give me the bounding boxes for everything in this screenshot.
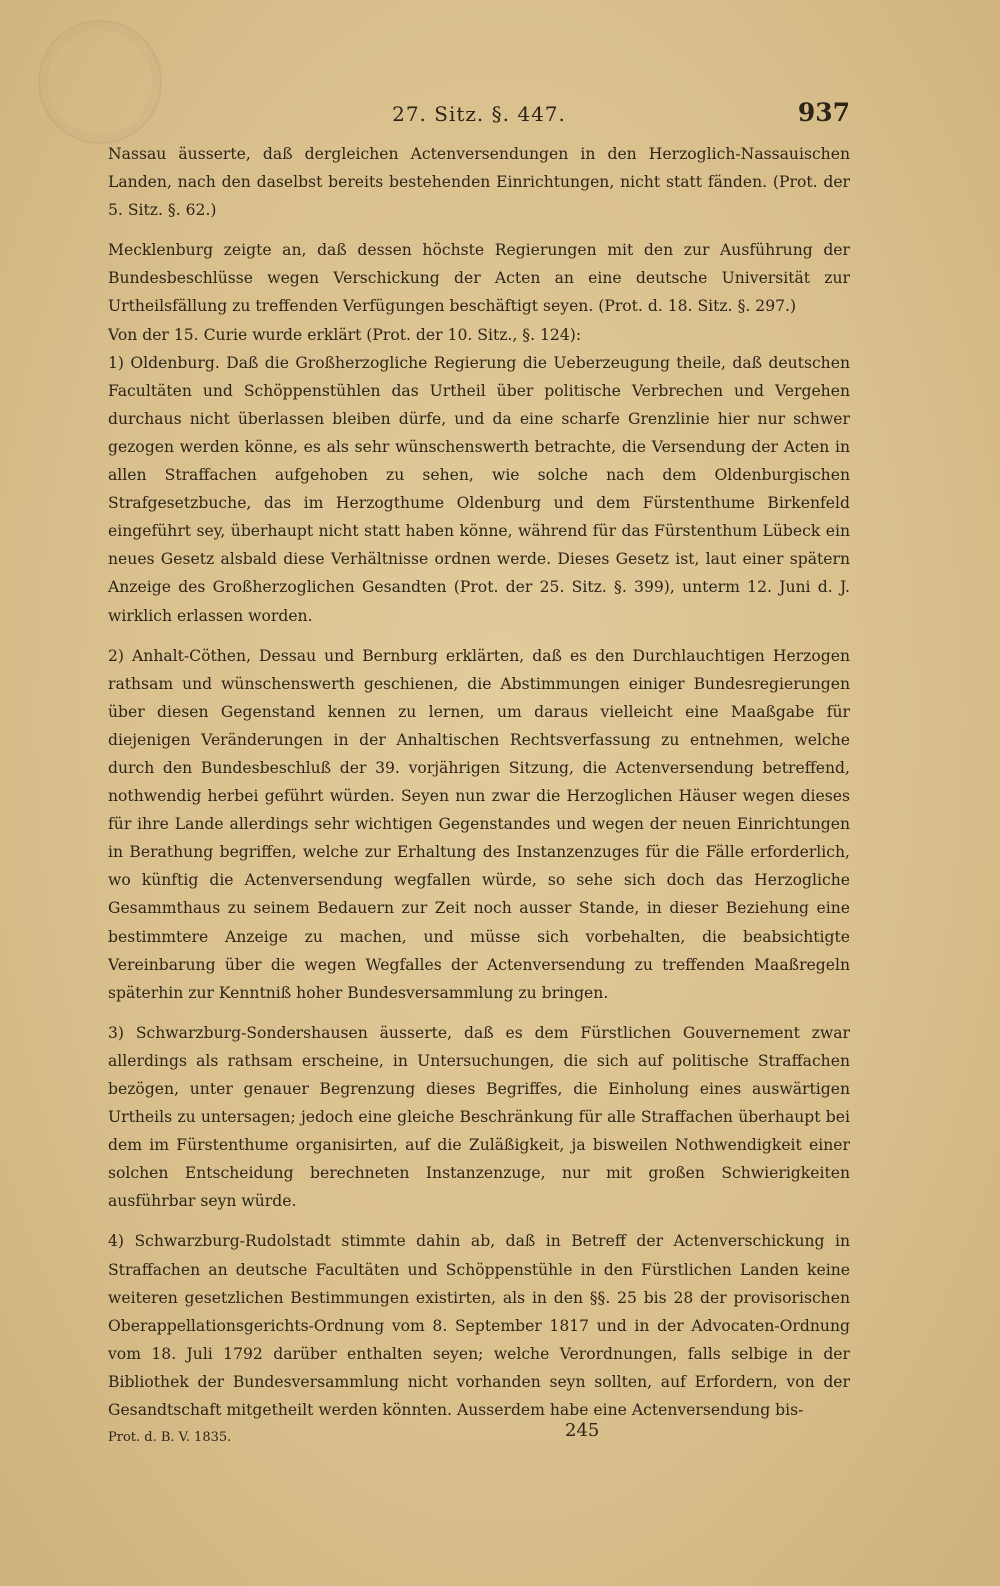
footer-source: Prot. d. B. V. 1835. — [108, 1430, 232, 1445]
paragraph-oldenburg: 1) Oldenburg. Daß die Großherzogliche Regierung die Ueberzeugung theile, daß deutschen Facultäten und Schöppenstühlen das Urtheil über politische Verbrechen und Vergehen durchaus nicht überlassen bleiben dürfe, und da eine scharfe Grenzlinie hier nur schwer gezogen werden könne, es als sehr wünschenswerth betrachte, die Versendung der Acten in allen Straffachen aufgehoben zu sehen, wie solche nach dem Oldenburgischen Strafgesetzbuche, das im Herzogthume Oldenburg und dem Fürstenthume Birkenfeld eingeführt sey, überhaupt nicht statt haben könne, während für das Fürstenthum Lübeck ein neues Gesetz alsbald diese Verhältnisse ordnen werde. Dieses Gesetz ist, laut einer spätern Anzeige des Großherzoglichen Gesandten (Prot. der 25. Sitz. §. 399), unterm 12. Juni d. J. wirklich erlassen worden. — [108, 353, 850, 625]
paragraph-nassau: Nassau äusserte, daß dergleichen Actenversendungen in den Herzoglich-Nassauischen Landen, nach den daselbst bereits bestehenden Einrichtungen, nicht statt fänden. (Prot. der 5. Sitz. §. 62.) — [108, 145, 850, 220]
paragraph-schwarzburg-sondershausen: 3) Schwarzburg-Sondershausen äusserte, daß es dem Fürstlichen Gouvernement zwar allerdings als rathsam erscheine, in Untersuchungen, die sich auf politische Straffachen bezögen, unter genauer Begrenzung dieses Begriffes, die Einholung eines auswärtigen Urtheils zu untersagen; jedoch eine gleiche Beschränkung für alle Straffachen überhaupt bei dem im Fürstenthume organisirten, auf die Zuläßigkeit, ja bisweilen Nothwendigkeit einer solchen Entscheidung berechneten Instanzenzuge, nur mit großen Schwierigkeiten ausführbar seyn würde. — [108, 1023, 850, 1211]
running-head: 27. Sitz. §. 447. — [392, 102, 566, 126]
paragraph-mecklenburg: Mecklenburg zeigte an, daß dessen höchste Regierungen mit den zur Ausführung der Bundesbeschlüsse wegen Verschickung der Acten an eine deutsche Universität zur Urtheilsfällung zu treffenden Verfügungen beschäftigt seyen. (Prot. d. 18. Sitz. §. 297.) — [108, 241, 850, 316]
page-number: 937 — [797, 98, 850, 127]
paragraph-schwarzburg-rudolstadt: 4) Schwarzburg-Rudolstadt stimmte dahin ab, daß in Betreff der Actenverschickung in Straffachen an deutsche Facultäten und Schöppenstühle in den Fürstlichen Landen keine weiteren gesetzlichen Bestimmungen existirten, als in den §§. 25 bis 28 der provisorischen Oberappellationsgerichts-Ordnung vom 8. September 1817 und in der Advocaten-Ordnung vom 18. Juli 1792 darüber enthalten seyen; welche Verordnungen, falls selbige in der Bibliothek der Bundesversammlung nicht vorhanden seyn sollten, auf Erfordern, von der Gesandtschaft mitgetheilt werden könnten. Ausserdem habe eine Actenversendung bis- — [108, 1232, 850, 1420]
body-text — [108, 140, 850, 1424]
paragraph-curie-intro: Von der 15. Curie wurde erklärt (Prot. der 10. Sitz., §. 124): — [108, 325, 582, 344]
page-header — [108, 96, 850, 136]
paragraph-anhalt: 2) Anhalt-Cöthen, Dessau und Bernburg erklärten, daß es den Durchlauchtigen Herzogen rathsam und wünschenswerth geschienen, die Abstimmungen einiger Bundesregierungen über diesen Gegenstand kennen zu lernen, um daraus vielleicht eine Maaßgabe für diejenigen Veränderungen in der Anhaltischen Rechtsverfassung zu entnehmen, welche durch den Bundesbeschluß der 39. vorjährigen Sitzung, die Actenversendung betreffend, nothwendig herbei geführt würden. Seyen nun zwar die Herzoglichen Häuser wegen dieses für ihre Lande allerdings sehr wichtigen Gegenstandes und wegen der neuen Einrichtungen in Berathung begriffen, welche zur Erhaltung des Instanzenzuges für die Fälle erforderlich, wo künftig die Actenversendung wegfallen würde, so sehe sich doch das Herzogliche Gesammthaus zu seinem Bedauern zur Zeit noch ausser Stande, in dieser Beziehung eine bestimmtere Anzeige zu machen, und müsse sich vorbehalten, die beabsichtigte Vereinbarung über die wegen Wegfalles der Actenversendung zu treffenden Maaßregeln späterhin zur Kenntniß hoher Bundesversammlung zu bringen. — [108, 646, 850, 1002]
signature-mark: 245 — [565, 1420, 600, 1441]
